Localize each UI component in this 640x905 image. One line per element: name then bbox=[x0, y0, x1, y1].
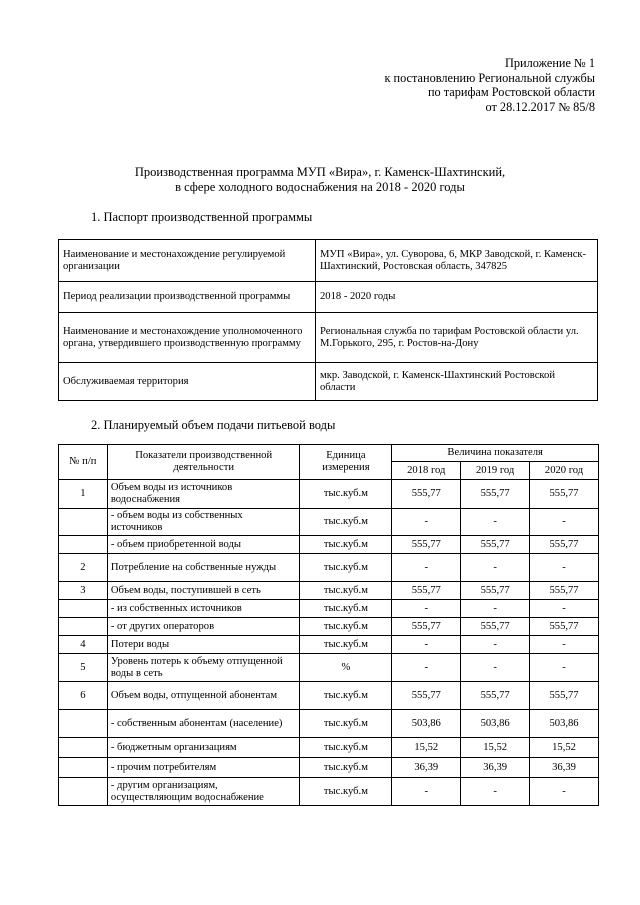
row-num: 1 bbox=[59, 480, 108, 509]
row-value: 503,86 bbox=[461, 710, 530, 738]
row-name: Уровень потерь к объему отпущенной воды в сеть bbox=[107, 654, 300, 682]
row-value: 555,77 bbox=[392, 682, 461, 710]
row-unit: тыс.куб.м bbox=[300, 600, 392, 618]
title-line: в сфере холодного водоснабжения на 2018 - 2020 годы bbox=[175, 179, 465, 194]
appendix-line: по тарифам Ростовской области bbox=[427, 85, 595, 99]
row-name: - другим организациям, осуществляющим водоснабжение bbox=[107, 778, 300, 806]
passport-label: Период реализации производственной программы bbox=[59, 282, 316, 313]
passport-value: 2018 - 2020 годы bbox=[316, 282, 598, 313]
appendix-line: Приложение № 1 bbox=[504, 56, 595, 70]
table-row bbox=[59, 240, 598, 282]
row-num bbox=[59, 536, 108, 554]
row-unit: тыс.куб.м bbox=[300, 536, 392, 554]
table-header-row bbox=[59, 445, 599, 462]
table-row bbox=[59, 778, 599, 806]
row-name: Объем воды, отпущенной абонентам bbox=[107, 682, 300, 710]
row-value: - bbox=[392, 600, 461, 618]
table-row bbox=[59, 738, 599, 758]
row-name: - из собственных источников bbox=[107, 600, 300, 618]
row-unit: тыс.куб.м bbox=[300, 582, 392, 600]
appendix-line: к постановлению Региональной службы bbox=[384, 70, 595, 85]
row-value: 15,52 bbox=[461, 738, 530, 758]
row-value: 15,52 bbox=[392, 738, 461, 758]
row-unit: тыс.куб.м bbox=[300, 778, 392, 806]
row-value: 555,77 bbox=[392, 536, 461, 554]
row-num: 3 bbox=[59, 582, 108, 600]
row-value: 36,39 bbox=[461, 758, 530, 778]
row-value: - bbox=[530, 554, 599, 582]
row-value: 555,77 bbox=[530, 480, 599, 509]
table-row bbox=[59, 600, 599, 618]
table-row bbox=[59, 509, 599, 536]
water-volume-table bbox=[58, 444, 599, 806]
row-value: - bbox=[461, 600, 530, 618]
row-value: 36,39 bbox=[530, 758, 599, 778]
row-value: - bbox=[461, 654, 530, 682]
table-row bbox=[59, 710, 599, 738]
row-value: 555,77 bbox=[530, 618, 599, 636]
table-row bbox=[59, 758, 599, 778]
row-value: 15,52 bbox=[530, 738, 599, 758]
header-value: Величина показателя bbox=[392, 445, 599, 462]
header-indicator: Показатели производственной деятельности bbox=[107, 445, 300, 480]
row-unit: тыс.куб.м bbox=[300, 618, 392, 636]
row-value: 555,77 bbox=[530, 582, 599, 600]
row-num bbox=[59, 778, 108, 806]
row-name: - объем воды из собственных источников bbox=[107, 509, 300, 536]
document-title bbox=[0, 165, 640, 194]
row-value: 555,77 bbox=[392, 618, 461, 636]
row-value: - bbox=[392, 778, 461, 806]
header-year: 2019 год bbox=[461, 462, 530, 480]
table-row bbox=[59, 313, 598, 363]
table-row bbox=[59, 282, 598, 313]
row-name: - прочим потребителям bbox=[107, 758, 300, 778]
passport-label: Наименование и местонахождение уполномоченного органа, утвердившего производственную программу bbox=[59, 313, 316, 363]
table-row bbox=[59, 554, 599, 582]
passport-value: Региональная служба по тарифам Ростовской области ул. М.Горького, 295, г. Ростов-на-Дону bbox=[316, 313, 598, 363]
row-value: - bbox=[530, 636, 599, 654]
row-value: 36,39 bbox=[392, 758, 461, 778]
row-num: 5 bbox=[59, 654, 108, 682]
row-num bbox=[59, 600, 108, 618]
row-name: - объем приобретенной воды bbox=[107, 536, 300, 554]
row-unit: тыс.куб.м bbox=[300, 710, 392, 738]
row-value: - bbox=[461, 509, 530, 536]
row-value: 555,77 bbox=[461, 536, 530, 554]
table-row bbox=[59, 618, 599, 636]
table-row bbox=[59, 682, 599, 710]
row-num bbox=[59, 758, 108, 778]
row-value: - bbox=[461, 778, 530, 806]
section-heading-passport: 1. Паспорт производственной программы bbox=[91, 210, 313, 224]
row-value: 555,77 bbox=[392, 480, 461, 509]
appendix-header bbox=[384, 56, 595, 114]
row-value: 555,77 bbox=[461, 618, 530, 636]
row-value: - bbox=[392, 554, 461, 582]
row-name: - бюджетным организациям bbox=[107, 738, 300, 758]
row-num bbox=[59, 710, 108, 738]
row-value: - bbox=[530, 600, 599, 618]
table-row bbox=[59, 654, 599, 682]
table-row bbox=[59, 636, 599, 654]
row-name: - собственным абонентам (население) bbox=[107, 710, 300, 738]
row-unit: тыс.куб.м bbox=[300, 480, 392, 509]
row-value: 555,77 bbox=[461, 682, 530, 710]
row-name: Потребление на собственные нужды bbox=[107, 554, 300, 582]
table-row bbox=[59, 582, 599, 600]
row-num: 4 bbox=[59, 636, 108, 654]
row-num bbox=[59, 509, 108, 536]
header-num: № п/п bbox=[59, 445, 108, 480]
passport-value: МУП «Вира», ул. Суворова, 6, МКР Заводской, г. Каменск-Шахтинский, Ростовская область, 347825 bbox=[316, 240, 598, 282]
row-value: - bbox=[461, 554, 530, 582]
row-value: - bbox=[461, 636, 530, 654]
row-num: 6 bbox=[59, 682, 108, 710]
row-value: - bbox=[392, 509, 461, 536]
row-value: - bbox=[392, 636, 461, 654]
row-unit: тыс.куб.м bbox=[300, 554, 392, 582]
appendix-line: от 28.12.2017 № 85/8 bbox=[485, 99, 595, 114]
row-value: 555,77 bbox=[461, 582, 530, 600]
row-value: 503,86 bbox=[392, 710, 461, 738]
row-unit: тыс.куб.м bbox=[300, 509, 392, 536]
header-year: 2020 год bbox=[530, 462, 599, 480]
row-unit: % bbox=[300, 654, 392, 682]
table-row bbox=[59, 363, 598, 401]
row-unit: тыс.куб.м bbox=[300, 738, 392, 758]
row-value: - bbox=[530, 778, 599, 806]
row-value: 555,77 bbox=[461, 480, 530, 509]
passport-label: Обслуживаемая территория bbox=[59, 363, 316, 401]
row-name: Объем воды из источников водоснабжения bbox=[107, 480, 300, 509]
table-row bbox=[59, 536, 599, 554]
row-num bbox=[59, 618, 108, 636]
row-num bbox=[59, 738, 108, 758]
row-value: 555,77 bbox=[392, 582, 461, 600]
header-year: 2018 год bbox=[392, 462, 461, 480]
row-value: 503,86 bbox=[530, 710, 599, 738]
row-unit: тыс.куб.м bbox=[300, 636, 392, 654]
row-unit: тыс.куб.м bbox=[300, 682, 392, 710]
header-unit: Единица измерения bbox=[300, 445, 392, 480]
section-heading-volume: 2. Планируемый объем подачи питьевой воды bbox=[91, 418, 336, 432]
row-name: Объем воды, поступившей в сеть bbox=[107, 582, 300, 600]
title-line: Производственная программа МУП «Вира», г. Каменск-Шахтинский, bbox=[134, 165, 506, 179]
row-name: Потери воды bbox=[107, 636, 300, 654]
row-value: - bbox=[530, 509, 599, 536]
row-value: 555,77 bbox=[530, 682, 599, 710]
passport-table bbox=[58, 239, 598, 401]
row-num: 2 bbox=[59, 554, 108, 582]
row-value: - bbox=[392, 654, 461, 682]
row-name: - от других операторов bbox=[107, 618, 300, 636]
table-row bbox=[59, 480, 599, 509]
row-unit: тыс.куб.м bbox=[300, 758, 392, 778]
passport-value: мкр. Заводской, г. Каменск-Шахтинский Ростовской области bbox=[316, 363, 598, 401]
passport-label: Наименование и местонахождение регулируемой организации bbox=[59, 240, 316, 282]
row-value: 555,77 bbox=[530, 536, 599, 554]
row-value: - bbox=[530, 654, 599, 682]
